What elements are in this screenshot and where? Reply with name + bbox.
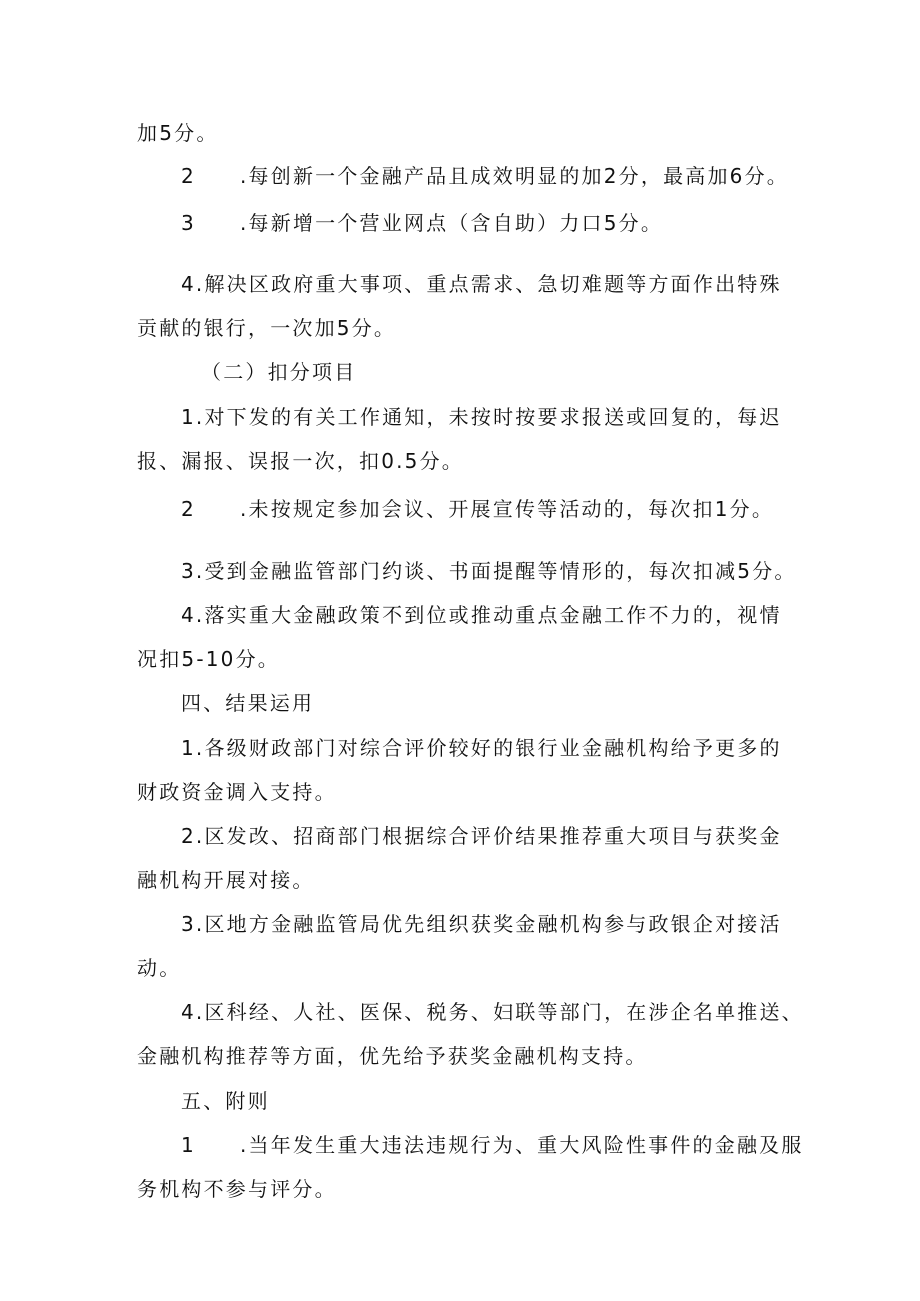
section-heading: （二）扣分项目 bbox=[201, 360, 357, 384]
text-line: 融机构开展对接。 bbox=[137, 868, 315, 892]
text-line: 况扣5-10分。 bbox=[137, 647, 280, 671]
item-number: 1 bbox=[181, 1133, 194, 1157]
item-number: 2 bbox=[181, 497, 194, 521]
item-number: 3 bbox=[181, 211, 194, 235]
section-heading: 四、结果运用 bbox=[181, 691, 315, 715]
text-line: 4.落实重大金融政策不到位或推动重点金融工作不力的，视情 bbox=[181, 603, 782, 627]
text-line: .未按规定参加会议、开展宣传等活动的，每次扣1分。 bbox=[240, 497, 775, 521]
text-line: 4.解决区政府重大事项、重点需求、急切难题等方面作出特殊 bbox=[181, 272, 782, 296]
text-line: 1.对下发的有关工作通知，未按时按要求报送或回复的，每迟 bbox=[181, 405, 782, 429]
item-number: 2 bbox=[181, 164, 194, 188]
text-line: 加5分。 bbox=[137, 121, 219, 145]
text-line: 4.区科经、人社、医保、税务、妇联等部门，在涉企名单推送、 bbox=[181, 1000, 804, 1024]
text-line: 务机构不参与评分。 bbox=[137, 1177, 337, 1201]
text-line: 3.区地方金融监管局优先组织获奖金融机构参与政银企对接活 bbox=[181, 912, 782, 936]
section-heading: 五、附则 bbox=[181, 1089, 270, 1113]
text-line: 1.各级财政部门对综合评价较好的银行业金融机构给予更多的 bbox=[181, 736, 782, 760]
text-line: .每新增一个营业网点（含自助）力口5分。 bbox=[240, 211, 664, 235]
text-line: 3.受到金融监管部门约谈、书面提醒等情形的，每次扣减5分。 bbox=[181, 559, 797, 583]
text-line: 动。 bbox=[137, 956, 182, 980]
text-line: 金融机构推荐等方面，优先给予获奖金融机构支持。 bbox=[137, 1044, 648, 1068]
text-line: .每创新一个金融产品且成效明显的加2分，最高加6分。 bbox=[240, 164, 790, 188]
text-line: 报、漏报、误报一次，扣0.5分。 bbox=[137, 449, 465, 473]
text-line: 贡献的银行，一次加5分。 bbox=[137, 316, 397, 340]
text-line: .当年发生重大违法违规行为、重大风险性事件的金融及服 bbox=[240, 1133, 804, 1157]
text-line: 2.区发改、招商部门根据综合评价结果推荐重大项目与获奖金 bbox=[181, 824, 782, 848]
text-line: 财政资金调入支持。 bbox=[137, 780, 337, 804]
